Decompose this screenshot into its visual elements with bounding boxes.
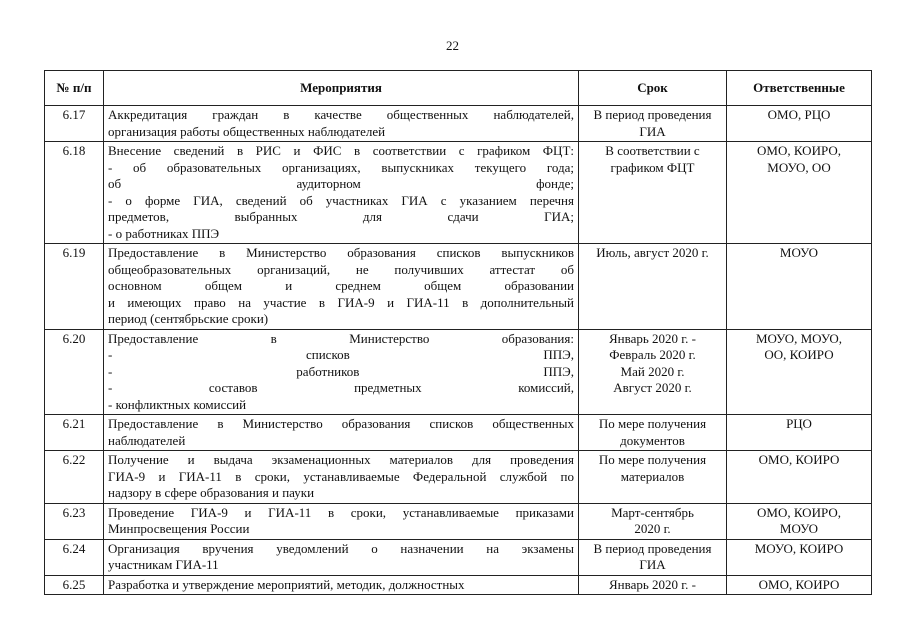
- responsible-cell: [727, 244, 872, 330]
- table-row: [45, 503, 872, 539]
- header-num: № п/п: [45, 71, 104, 106]
- term-cell-line: В период проведения: [593, 540, 712, 556]
- event-cell: [104, 451, 579, 504]
- event-cell-line: наблюдателей: [108, 432, 186, 448]
- term-cell-line: Февраль 2020 г.: [609, 347, 696, 362]
- term-cell-line: По мере получения: [598, 416, 707, 431]
- table-row: [45, 451, 872, 504]
- responsible-cell: [727, 575, 872, 595]
- table-header-row: [45, 71, 872, 106]
- term-cell-line: ГИА: [639, 123, 666, 139]
- event-cell: [104, 106, 579, 142]
- event-cell-line: Предоставление в Министерство образования списков выпускников: [108, 245, 574, 260]
- responsible-cell: [727, 329, 872, 415]
- event-cell-line: Проведение ГИА-9 и ГИА-11 в сроки, устанавливаемые приказами: [108, 504, 574, 520]
- table-row: [45, 142, 872, 244]
- event-cell-line: основном общем и среднем общем образовании: [108, 278, 574, 293]
- row-number: 6.17: [45, 106, 104, 142]
- event-cell-line: Внесение сведений в РИС и ФИС в соответствии с графиком ФЦТ:: [108, 143, 574, 158]
- term-cell: [579, 244, 727, 330]
- event-cell-line: - составов предметных комиссий,: [108, 380, 574, 395]
- event-cell-line: Организация вручения уведомлений о назначении на экзамены: [108, 540, 574, 556]
- event-cell-line: Аккредитация граждан в качестве общественных наблюдателей,: [108, 107, 574, 122]
- table-row: [45, 575, 872, 595]
- term-cell-line: Январь 2020 г. -: [609, 576, 696, 592]
- event-cell: [104, 329, 579, 415]
- event-cell-line: и имеющих право на участие в ГИА-9 и ГИА-11 в дополнительный: [108, 294, 574, 310]
- responsible-cell: [727, 503, 872, 539]
- term-cell-line: В период проведения: [593, 107, 712, 122]
- term-cell-line: По мере получения: [598, 452, 707, 467]
- event-cell-line: Разработка и утверждение мероприятий, методик, должностных: [108, 576, 465, 592]
- row-number: 6.18: [45, 142, 104, 244]
- event-cell-line: ГИА-9 и ГИА-11 в сроки, устанавливаемые Федеральной службой по: [108, 468, 574, 484]
- responsible-cell: [727, 539, 872, 575]
- term-cell-line: Май 2020 г.: [620, 363, 685, 379]
- term-cell-line: 2020 г.: [634, 521, 671, 536]
- responsible-cell-line: ОМО, КОИРО,: [757, 143, 841, 158]
- row-number: 6.22: [45, 451, 104, 504]
- row-number: 6.21: [45, 415, 104, 451]
- event-cell-line: организация работы общественных наблюдателей: [108, 123, 386, 139]
- responsible-cell-line: ОО, КОИРО: [764, 347, 834, 362]
- responsible-cell-line: ОМО, РЦО: [767, 107, 831, 122]
- table-body: [45, 106, 872, 595]
- term-cell-line: графиком ФЦТ: [610, 159, 695, 175]
- row-number: 6.23: [45, 503, 104, 539]
- responsible-cell-line: МОУО: [779, 245, 819, 260]
- events-table: [44, 70, 872, 595]
- term-cell: [579, 539, 727, 575]
- event-cell-line: период (сентябрьские сроки): [108, 311, 269, 326]
- event-cell-line: - конфликтных комиссий: [108, 396, 247, 412]
- responsible-cell-line: МОУО, КОИРО: [754, 540, 844, 556]
- event-cell: [104, 415, 579, 451]
- term-cell-line: Март-сентябрь: [611, 504, 694, 520]
- event-cell-line: общеобразовательных организаций, не получивших аттестат об: [108, 261, 574, 277]
- responsible-cell-line: РЦО: [786, 416, 812, 431]
- term-cell: [579, 451, 727, 504]
- event-cell-line: надзору в сфере образования и пауки: [108, 485, 315, 500]
- term-cell-line: Январь 2020 г. -: [609, 330, 696, 346]
- term-cell: [579, 142, 727, 244]
- event-cell: [104, 539, 579, 575]
- event-cell: [104, 575, 579, 595]
- term-cell-line: ГИА: [639, 557, 666, 572]
- row-number: 6.25: [45, 575, 104, 595]
- header-responsible: Ответственные: [727, 71, 872, 106]
- event-cell-line: предметов, выбранных для сдачи ГИА;: [108, 209, 574, 224]
- responsible-cell: [727, 142, 872, 244]
- event-cell-line: - работников ППЭ,: [108, 363, 574, 379]
- row-number: 6.24: [45, 539, 104, 575]
- event-cell: [104, 244, 579, 330]
- term-cell: [579, 106, 727, 142]
- page-number: 22: [446, 38, 459, 53]
- table-row: [45, 244, 872, 330]
- row-number: 6.20: [45, 329, 104, 415]
- responsible-cell-line: МОУО, МОУО,: [755, 330, 843, 346]
- term-cell: [579, 329, 727, 415]
- header-term: Срок: [579, 71, 727, 106]
- event-cell-line: об аудиторном фонде;: [108, 176, 574, 191]
- event-cell: [104, 142, 579, 244]
- row-number: 6.19: [45, 244, 104, 330]
- responsible-cell-line: МОУО: [779, 521, 819, 536]
- responsible-cell: [727, 106, 872, 142]
- responsible-cell-line: ОМО, КОИРО: [758, 452, 840, 467]
- event-cell-line: участникам ГИА-11: [108, 557, 219, 572]
- event-cell-line: - списков ППЭ,: [108, 347, 574, 362]
- responsible-cell-line: ОМО, КОИРО: [758, 576, 840, 592]
- event-cell-line: - о работниках ППЭ: [108, 225, 220, 241]
- event-cell: [104, 503, 579, 539]
- event-cell-line: - о форме ГИА, сведений об участниках ГИА с указанием перечня: [108, 192, 574, 208]
- term-cell-line: материалов: [620, 468, 685, 484]
- table-row: [45, 329, 872, 415]
- term-cell-line: В соответствии с: [605, 143, 700, 158]
- responsible-cell: [727, 415, 872, 451]
- event-cell-line: Получение и выдача экзаменационных материалов для проведения: [108, 452, 574, 467]
- responsible-cell: [727, 451, 872, 504]
- event-cell-line: - об образовательных организациях, выпускниках текущего года;: [108, 159, 574, 175]
- table-row: [45, 106, 872, 142]
- responsible-cell-line: МОУО, ОО: [767, 159, 831, 175]
- term-cell-line: Июль, август 2020 г.: [596, 245, 709, 260]
- term-cell-line: Август 2020 г.: [613, 380, 692, 395]
- header-event: Мероприятия: [104, 71, 579, 106]
- term-cell: [579, 503, 727, 539]
- term-cell: [579, 415, 727, 451]
- event-cell-line: Предоставление в Министерство образования списков общественных: [108, 416, 574, 431]
- table-row: [45, 415, 872, 451]
- responsible-cell-line: ОМО, КОИРО,: [757, 504, 841, 520]
- table-row: [45, 539, 872, 575]
- term-cell: [579, 575, 727, 595]
- event-cell-line: Предоставление в Министерство образования:: [108, 330, 574, 346]
- event-cell-line: Минпросвещения России: [108, 521, 250, 536]
- term-cell-line: документов: [620, 432, 685, 448]
